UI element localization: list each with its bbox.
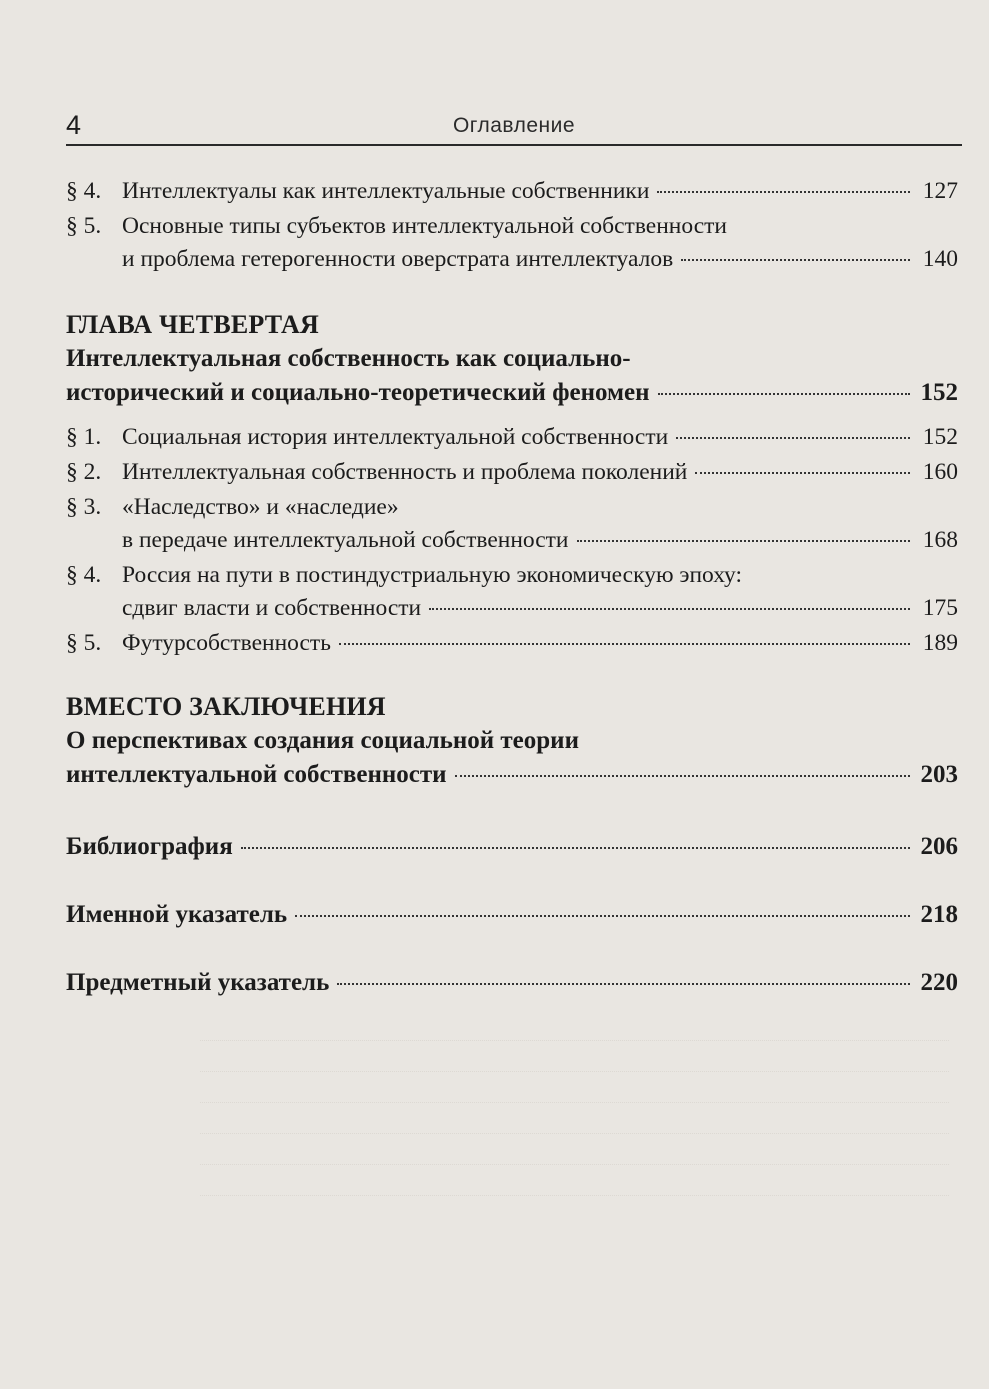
- dot-leader: [695, 472, 910, 474]
- section-number: § 5.: [66, 630, 102, 656]
- section-number: § 2.: [66, 459, 102, 485]
- bleed-through-text: [200, 1010, 949, 1196]
- section-title: Социальная история интеллектуальной собственности: [122, 424, 669, 450]
- chapter-title-line: Интеллектуальная собственность как социально-: [66, 345, 631, 372]
- section-number: § 4.: [66, 562, 102, 588]
- chapter-title-line: О перспективах создания социальной теории: [66, 727, 579, 754]
- toc-chapter-4: [66, 308, 958, 410]
- page-ref: 218: [920, 901, 958, 928]
- dot-leader: [295, 915, 910, 917]
- dot-leader: [429, 608, 910, 610]
- dot-leader: [241, 847, 910, 849]
- entry-title: Именной указатель: [66, 901, 288, 928]
- running-title: Оглавление: [452, 114, 576, 137]
- toc-entry[interactable]: [66, 627, 958, 660]
- toc-entry-name-index[interactable]: [66, 898, 958, 932]
- toc-entry[interactable]: [66, 491, 958, 557]
- section-number: § 5.: [66, 213, 102, 239]
- dot-leader: [337, 983, 910, 985]
- section-title: Интеллектуалы как интеллектуальные собственники: [122, 178, 650, 204]
- section-title: и проблема гетерогенности оверстрата интеллектуалов: [122, 246, 674, 272]
- page-ref: 175: [922, 595, 958, 621]
- entry-title: Библиография: [66, 833, 233, 860]
- dot-leader: [658, 393, 910, 395]
- section-title-line: «Наследство» и «наследие»: [122, 494, 399, 520]
- toc-entry[interactable]: [66, 758, 958, 792]
- section-title: сдвиг власти и собственности: [122, 595, 422, 621]
- dot-leader: [657, 191, 910, 193]
- entry-title: Предметный указатель: [66, 969, 330, 996]
- chapter-label: ВМЕСТО ЗАКЛЮЧЕНИЯ: [66, 692, 386, 721]
- page-ref: 168: [922, 527, 958, 553]
- toc-entry-bibliography[interactable]: [66, 830, 958, 864]
- toc-entry[interactable]: [66, 559, 958, 625]
- dot-leader: [339, 643, 910, 645]
- section-number: § 3.: [66, 494, 102, 520]
- page-ref: 203: [920, 761, 958, 788]
- toc-conclusion: [66, 690, 958, 792]
- toc-entry[interactable]: [66, 175, 958, 208]
- toc-top-sections: [66, 175, 958, 276]
- toc-entry[interactable]: [66, 421, 958, 454]
- section-title-line: Россия на пути в постиндустриальную экономическую эпоху:: [122, 562, 743, 588]
- chapter-label: ГЛАВА ЧЕТВЕРТАЯ: [66, 310, 319, 339]
- dot-leader: [577, 540, 910, 542]
- page-ref: 152: [922, 424, 958, 450]
- dot-leader: [681, 259, 910, 261]
- section-title: Интеллектуальная собственность и проблема поколений: [122, 459, 688, 485]
- page-number: 4: [66, 110, 82, 140]
- toc-chapter-4-sections: [66, 421, 958, 660]
- chapter-title: интеллектуальной собственности: [66, 761, 447, 788]
- toc-entry[interactable]: [66, 456, 958, 489]
- dot-leader: [455, 775, 910, 777]
- page-ref: 206: [920, 833, 958, 860]
- chapter-title: исторический и социально-теоретический феномен: [66, 379, 650, 406]
- page-ref: 152: [920, 379, 958, 406]
- page-ref: 189: [922, 630, 958, 656]
- section-title-line: Основные типы субъектов интеллектуальной собственности: [122, 213, 727, 239]
- page-ref: 140: [922, 246, 958, 272]
- page-ref: 220: [920, 969, 958, 996]
- section-title: Футурсобственность: [122, 630, 331, 656]
- toc-entry[interactable]: [66, 376, 958, 410]
- page-header: [66, 108, 962, 146]
- section-title: в передаче интеллектуальной собственности: [122, 527, 569, 553]
- dot-leader: [676, 437, 910, 439]
- section-number: § 1.: [66, 424, 102, 450]
- toc-entry[interactable]: [66, 210, 958, 276]
- section-number: § 4.: [66, 178, 102, 204]
- page-ref: 160: [922, 459, 958, 485]
- toc-entry-subject-index[interactable]: [66, 966, 958, 1000]
- page-ref: 127: [922, 178, 958, 204]
